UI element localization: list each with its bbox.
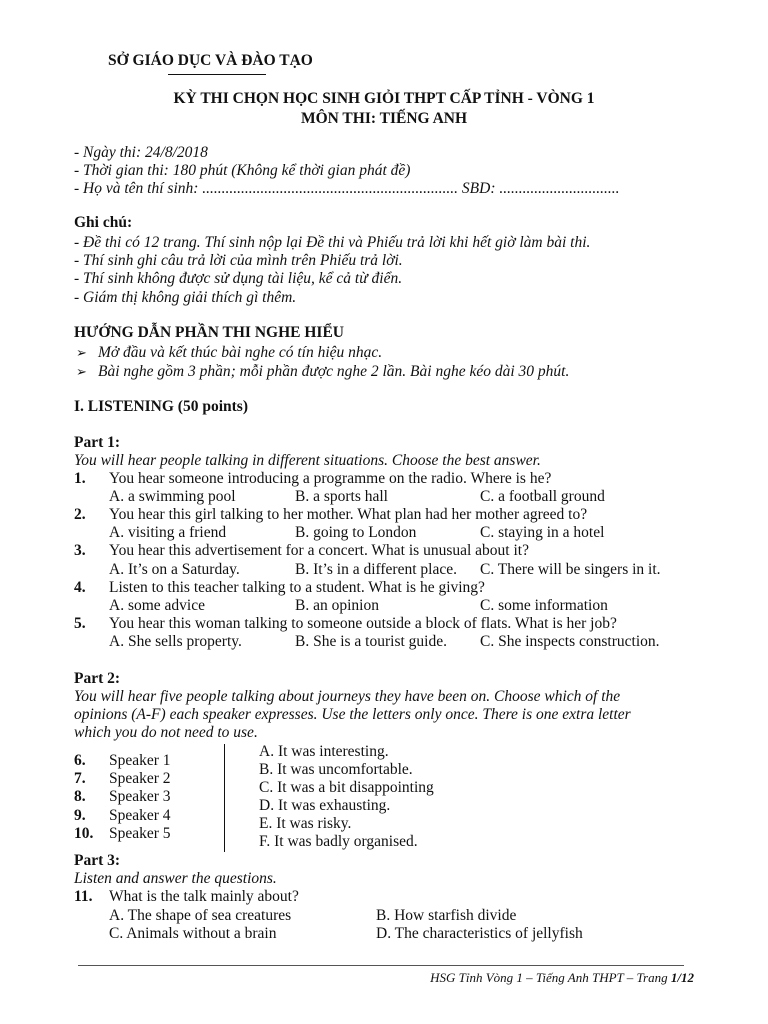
exam-duration: - Thời gian thi: 180 phút (Không kể thời gian phát đề) <box>74 162 411 179</box>
question-text: What is the talk mainly about? <box>109 888 299 905</box>
question-number: 4. <box>74 579 86 596</box>
column-divider <box>224 744 225 852</box>
question-number: 11. <box>74 888 93 905</box>
option-b: B. How starfish divide <box>376 907 517 924</box>
candidate-name-line: - Họ và tên thí sinh: .................................................................. SBD: ............................... <box>74 180 620 197</box>
footer-divider <box>78 965 684 966</box>
question-number: 10. <box>74 825 94 842</box>
question-number: 1. <box>74 470 86 487</box>
department-underline <box>168 74 266 75</box>
department-name: SỞ GIÁO DỤC VÀ ĐÀO TẠO <box>108 52 313 69</box>
option-a: A. a swimming pool <box>109 488 236 505</box>
note-item: - Đề thi có 12 trang. Thí sinh nộp lại Đề thi và Phiếu trả lời khi hết giờ làm bài thi. <box>74 234 591 251</box>
exam-subject: MÔN THI: TIẾNG ANH <box>300 110 468 127</box>
option-c: C. There will be singers in it. <box>480 561 661 578</box>
option-c: C. some information <box>480 597 608 614</box>
option-c: C. staying in a hotel <box>480 524 605 541</box>
option-a: A. She sells property. <box>109 633 242 650</box>
option-b: B. She is a tourist guide. <box>295 633 447 650</box>
note-item: - Thí sinh không được sử dụng tài liệu, kể cả từ điển. <box>74 270 403 287</box>
option-a: A. It’s on a Saturday. <box>109 561 240 578</box>
part2-instruction: which you do not need to use. <box>74 724 258 741</box>
option-b: B. a sports hall <box>295 488 388 505</box>
opinion-item: E. It was risky. <box>259 815 352 832</box>
speaker-label: Speaker 3 <box>109 788 171 805</box>
option-c: C. Animals without a brain <box>109 925 277 942</box>
question-number: 5. <box>74 615 86 632</box>
note-item: - Thí sinh ghi câu trả lời của mình trên Phiếu trả lời. <box>74 252 403 269</box>
question-text: You hear this woman talking to someone outside a block of flats. What is her job? <box>109 615 617 632</box>
question-number: 6. <box>74 752 86 769</box>
option-a: A. some advice <box>109 597 205 614</box>
page-footer <box>430 970 694 986</box>
guide-heading: HƯỚNG DẪN PHẦN THI NGHE HIỂU <box>74 324 344 341</box>
footer-text: HSG Tỉnh Vòng 1 – Tiếng Anh THPT – Trang <box>430 970 671 985</box>
option-c: C. a football ground <box>480 488 605 505</box>
section-heading: I. LISTENING (50 points) <box>74 398 248 415</box>
part1-instruction: You will hear people talking in different situations. Choose the best answer. <box>74 452 541 469</box>
opinion-item: B. It was uncomfortable. <box>259 761 413 778</box>
option-b: B. going to London <box>295 524 417 541</box>
question-number: 8. <box>74 788 86 805</box>
question-text: You hear this girl talking to her mother. What plan had her mother agreed to? <box>109 506 588 523</box>
option-a: A. The shape of sea creatures <box>109 907 292 924</box>
option-b: B. an opinion <box>295 597 379 614</box>
question-text: You hear this advertisement for a concert. What is unusual about it? <box>109 542 529 559</box>
exam-date: - Ngày thi: 24/8/2018 <box>74 144 208 161</box>
part2-heading: Part 2: <box>74 670 121 687</box>
guide-item: Bài nghe gồm 3 phần; mỗi phần được nghe 2 lần. Bài nghe kéo dài 30 phút. <box>98 363 570 380</box>
question-number: 3. <box>74 542 86 559</box>
question-number: 2. <box>74 506 86 523</box>
part1-heading: Part 1: <box>74 434 121 451</box>
arrow-bullet-icon: ➢ <box>76 364 87 379</box>
notes-heading: Ghi chú: <box>74 214 133 231</box>
opinion-item: C. It was a bit disappointing <box>259 779 434 796</box>
page-number: 1/12 <box>670 970 694 985</box>
opinion-item: D. It was exhausting. <box>259 797 391 814</box>
speaker-label: Speaker 2 <box>109 770 171 787</box>
speaker-label: Speaker 5 <box>109 825 171 842</box>
option-a: A. visiting a friend <box>109 524 227 541</box>
part3-instruction: Listen and answer the questions. <box>74 870 277 887</box>
option-b: B. It’s in a different place. <box>295 561 457 578</box>
question-number: 9. <box>74 807 86 824</box>
exam-title: KỲ THI CHỌN HỌC SINH GIỎI THPT CẤP TỈNH - VÒNG 1 <box>173 90 595 107</box>
opinion-item: F. It was badly organised. <box>259 833 418 850</box>
part2-instruction: You will hear five people talking about journeys they have been on. Choose which of the <box>74 688 621 705</box>
opinion-item: A. It was interesting. <box>259 743 389 760</box>
arrow-bullet-icon: ➢ <box>76 345 87 360</box>
note-item: - Giám thị không giải thích gì thêm. <box>74 289 297 306</box>
speaker-label: Speaker 1 <box>109 752 171 769</box>
guide-item: Mở đầu và kết thúc bài nghe có tín hiệu nhạc. <box>98 344 383 361</box>
speaker-label: Speaker 4 <box>109 807 171 824</box>
question-text: Listen to this teacher talking to a student. What is he giving? <box>109 579 485 596</box>
question-number: 7. <box>74 770 86 787</box>
part3-heading: Part 3: <box>74 852 121 869</box>
option-c: C. She inspects construction. <box>480 633 660 650</box>
part2-instruction: opinions (A-F) each speaker expresses. Use the letters only once. There is one extra letter <box>74 706 631 723</box>
question-text: You hear someone introducing a programme on the radio. Where is he? <box>109 470 552 487</box>
option-d: D. The characteristics of jellyfish <box>376 925 583 942</box>
